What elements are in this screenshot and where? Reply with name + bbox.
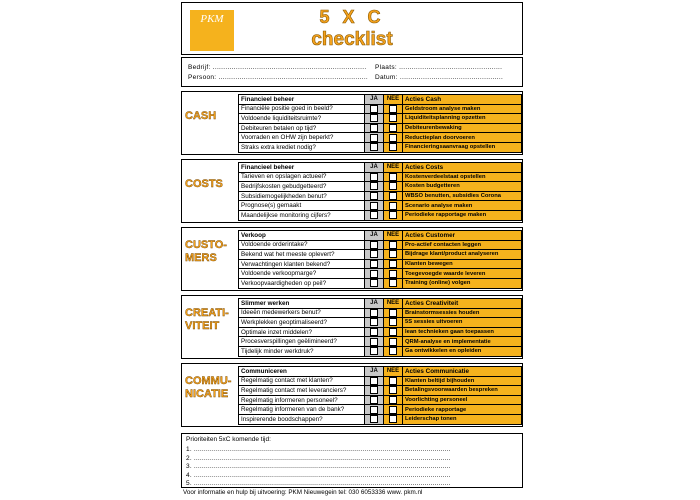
table-row [239,104,522,114]
plaats-field[interactable]: Plaats: ................................................. [375,64,503,71]
ja-checkbox[interactable] [370,406,378,414]
table-row [239,250,522,260]
action: Klanten beltijd bijhouden [403,376,522,386]
nee-checkbox[interactable] [389,347,397,355]
question: Financiële positie goed in beeld? [239,104,365,114]
table-row [239,201,522,211]
ja-column-header: JA [365,95,384,105]
table-row [239,172,522,182]
nee-cell [384,376,403,386]
ja-cell [365,104,384,114]
table-row [239,327,522,337]
ja-checkbox[interactable] [370,270,378,278]
nee-checkbox[interactable] [389,309,397,317]
ja-checkbox[interactable] [370,182,378,190]
table-row [239,114,522,124]
action: Toegevoegde waarde leveren [403,269,522,279]
nee-column-header: NEE [384,163,403,173]
priority-line-4[interactable]: 4. ................................................................................................................................ [186,471,451,479]
ja-checkbox[interactable] [370,318,378,326]
ja-cell [365,327,384,337]
section-heading: Financieel beheer [239,95,365,105]
nee-cell [384,327,403,337]
section-3 [181,295,523,359]
ja-checkbox[interactable] [370,173,378,181]
ja-column-header: JA [365,299,384,309]
nee-checkbox[interactable] [389,318,397,326]
ja-checkbox[interactable] [370,309,378,317]
table-row [239,278,522,288]
ja-cell [365,376,384,386]
nee-cell [384,414,403,424]
section-label-line: COSTS [185,178,223,190]
ja-cell [365,172,384,182]
question: Subsidiemogelijkheden benut? [239,191,365,201]
action: Klanten bewegen [403,259,522,269]
question: Maandelijkse monitoring cijfers? [239,210,365,220]
section-label-line: COMMU- [185,375,232,387]
action: Ga ontwikkelen en opleiden [403,346,522,356]
ja-checkbox[interactable] [370,386,378,394]
section-label-line: VITEIT [185,320,220,332]
ja-cell [365,201,384,211]
section-2 [181,227,523,291]
nee-checkbox[interactable] [389,406,397,414]
table-row [239,191,522,201]
table-row [239,123,522,133]
ja-cell [365,405,384,415]
title-line-1: 5 X C [319,7,385,27]
ja-cell [365,142,384,152]
question: Tarieven en opslagen actueel? [239,172,365,182]
actions-heading: Acties Communicatie [403,367,522,377]
question: Voldoende orderintake? [239,240,365,250]
action: Periodieke rapportage [403,405,522,415]
ja-checkbox[interactable] [370,114,378,122]
nee-checkbox[interactable] [389,143,397,151]
ja-checkbox[interactable] [370,328,378,336]
nee-checkbox[interactable] [389,279,397,287]
priorities-block [181,433,523,488]
action: Kostenverdeelstaat opstellen [403,172,522,182]
section-heading: Financieel beheer [239,163,365,173]
question: Inspirerende boodschappen? [239,414,365,424]
action: Bijdrage klant/product analyseren [403,250,522,260]
ja-cell [365,182,384,192]
section-label-line: CUSTO- [185,239,227,251]
action: Betalingsvoorwaarden bespreken [403,386,522,396]
checklist-table [238,298,522,357]
table-header-row [239,231,522,241]
nee-cell [384,210,403,220]
logo-text: PKM [200,13,224,25]
ja-checkbox[interactable] [370,202,378,210]
ja-checkbox[interactable] [370,260,378,268]
question: Bedrijfskosten gebudgetteerd? [239,182,365,192]
checklist-table [238,162,522,221]
table-row [239,346,522,356]
table-row [239,269,522,279]
section-label-line: NICATIE [185,388,229,400]
nee-checkbox[interactable] [389,124,397,132]
nee-cell [384,386,403,396]
table-header-row [239,95,522,105]
ja-column-header: JA [365,163,384,173]
table-header-row [239,299,522,309]
nee-cell [384,308,403,318]
table-row [239,376,522,386]
table-header-row [239,163,522,173]
actions-heading: Acties Costs [403,163,522,173]
nee-cell [384,269,403,279]
action: Financieringsaanvraag opstellen [403,142,522,152]
nee-cell [384,201,403,211]
nee-checkbox[interactable] [389,415,397,423]
actions-heading: Acties Customer [403,231,522,241]
nee-checkbox[interactable] [389,134,397,142]
nee-column-header: NEE [384,367,403,377]
action: Periodieke rapportage maken [403,210,522,220]
action: Voorlichting personeel [403,395,522,405]
ja-cell [365,386,384,396]
persoon-field[interactable]: Persoon: ....................................................................... [188,74,369,81]
table-row [239,405,522,415]
section-0 [181,91,523,155]
nee-cell [384,395,403,405]
table-row [239,133,522,143]
nee-cell [384,259,403,269]
actions-heading: Acties Creativiteit [403,299,522,309]
nee-cell [384,142,403,152]
priorities-title: Prioriteiten 5xC komende tijd: [186,436,271,443]
ja-checkbox[interactable] [370,396,378,404]
nee-column-header: NEE [384,231,403,241]
table-header-row [239,367,522,377]
table-row [239,337,522,347]
nee-checkbox[interactable] [389,270,397,278]
footer-contact: Voor informatie en hulp bij uitvoering: PKM Nieuwegein tel: 030 6053336 www. pkm.nl [183,489,423,496]
ja-cell [365,240,384,250]
question: Verwachtingen klanten bekend? [239,259,365,269]
action: Brainstormsessies houden [403,308,522,318]
question: Voldoende liquiditeitsruimte? [239,114,365,124]
nee-checkbox[interactable] [389,105,397,113]
section-label-line: MERS [185,252,217,264]
ja-checkbox[interactable] [370,279,378,287]
action: Pro-actief contacten leggen [403,240,522,250]
question: Prognose(s) gemaakt [239,201,365,211]
ja-checkbox[interactable] [370,338,378,346]
section-heading: Verkoop [239,231,365,241]
nee-checkbox[interactable] [389,211,397,219]
nee-cell [384,172,403,182]
ja-checkbox[interactable] [370,124,378,132]
section-label-line: CREATI- [185,307,229,319]
question: Bekend wat het meeste oplevert? [239,250,365,260]
action: 5S sessies uitvoeren [403,318,522,328]
nee-cell [384,278,403,288]
action: Scenario analyse maken [403,201,522,211]
action: Leiderschap tonen [403,414,522,424]
section-label [185,178,237,191]
nee-checkbox[interactable] [389,328,397,336]
nee-cell [384,182,403,192]
section-label [185,239,237,265]
nee-cell [384,191,403,201]
checklist-table [238,94,522,153]
ja-checkbox[interactable] [370,377,378,385]
question: Debiteuren betalen op tijd? [239,123,365,133]
table-row [239,318,522,328]
ja-cell [365,259,384,269]
nee-checkbox[interactable] [389,192,397,200]
pkm-logo [190,10,234,51]
section-label [185,110,237,123]
nee-cell [384,114,403,124]
table-row [239,414,522,424]
ja-cell [365,308,384,318]
section-1 [181,159,523,223]
table-row [239,240,522,250]
ja-cell [365,318,384,328]
ja-checkbox[interactable] [370,415,378,423]
ja-checkbox[interactable] [370,250,378,258]
nee-cell [384,346,403,356]
action: WBSO benutten, subsidies Corona [403,191,522,201]
table-row [239,308,522,318]
ja-column-header: JA [365,231,384,241]
nee-checkbox[interactable] [389,396,397,404]
action: Debiteurenbewaking [403,123,522,133]
ja-column-header: JA [365,367,384,377]
nee-checkbox[interactable] [389,202,397,210]
section-label [185,375,237,401]
section-heading: Slimmer werken [239,299,365,309]
priority-line-1[interactable]: 1. ................................................................................................................................ [186,446,451,453]
table-row [239,395,522,405]
question: Verkoopvaardigheden op peil? [239,278,365,288]
question: Regelmatig informeren personeel? [239,395,365,405]
ja-checkbox[interactable] [370,143,378,151]
nee-cell [384,337,403,347]
priority-line-2[interactable]: 2. ................................................................................................................................ [186,454,451,462]
question: Regelmatig contact met klanten? [239,376,365,386]
nee-cell [384,133,403,143]
nee-cell [384,250,403,260]
action: Kosten budgetteren [403,182,522,192]
datum-field[interactable]: Datum: ................................................. [375,74,504,81]
ja-checkbox[interactable] [370,241,378,249]
question: Optimale inzet middelen? [239,327,365,337]
ja-cell [365,210,384,220]
ja-cell [365,123,384,133]
table-row [239,259,522,269]
ja-cell [365,114,384,124]
question: Voorraden en OHW zijn beperkt? [239,133,365,143]
bedrijf-field[interactable]: Bedrijf: ......................................................................... [188,64,367,71]
ja-cell [365,414,384,424]
question: Procesverspillingen geëlimineerd? [239,337,365,347]
table-row [239,182,522,192]
ja-cell [365,278,384,288]
nee-column-header: NEE [384,299,403,309]
section-heading: Communiceren [239,367,365,377]
ja-cell [365,395,384,405]
ja-checkbox[interactable] [370,105,378,113]
action: Reductieplan doorvoeren [403,133,522,143]
question: Straks extra krediet nodig? [239,142,365,152]
checklist-table [238,366,522,425]
ja-cell [365,346,384,356]
title-line-2: checklist [311,29,393,50]
nee-cell [384,318,403,328]
action: Geldstroom analyse maken [403,104,522,114]
question: Voldoende verkoopmarge? [239,269,365,279]
question: Regelmatig informeren van de bank? [239,405,365,415]
ja-checkbox[interactable] [370,134,378,142]
priority-line-5[interactable]: 5. ................................................................................................................................ [186,480,451,487]
info-block [181,57,523,87]
question: Tijdelijk minder werkdruk? [239,346,365,356]
nee-checkbox[interactable] [389,386,397,394]
question: Ideeën medewerkers benut? [239,308,365,318]
nee-cell [384,104,403,114]
ja-cell [365,191,384,201]
nee-checkbox[interactable] [389,250,397,258]
nee-checkbox[interactable] [389,173,397,181]
ja-cell [365,269,384,279]
table-row [239,386,522,396]
section-4 [181,363,523,427]
nee-checkbox[interactable] [389,182,397,190]
action: QRM-analyse en implementatie [403,337,522,347]
ja-cell [365,250,384,260]
action: Liquiditeitsplanning opzetten [403,114,522,124]
header [181,2,523,55]
table-row [239,142,522,152]
nee-cell [384,123,403,133]
ja-checkbox[interactable] [370,211,378,219]
nee-checkbox[interactable] [389,377,397,385]
nee-checkbox[interactable] [389,114,397,122]
table-row [239,210,522,220]
nee-cell [384,405,403,415]
priority-line-3[interactable]: 3. ................................................................................................................................ [186,463,451,470]
ja-cell [365,133,384,143]
checklist-table [238,230,522,289]
ja-checkbox[interactable] [370,347,378,355]
ja-checkbox[interactable] [370,192,378,200]
section-label-line: CASH [185,110,217,122]
nee-checkbox[interactable] [389,338,397,346]
nee-column-header: NEE [384,95,403,105]
nee-cell [384,240,403,250]
ja-cell [365,337,384,347]
section-label [185,307,237,333]
actions-heading: Acties Cash [403,95,522,105]
nee-checkbox[interactable] [389,241,397,249]
question: Werkplekken geoptimaliseerd? [239,318,365,328]
question: Regelmatig contact met leveranciers? [239,386,365,396]
action: lean technieken gaan toepassen [403,327,522,337]
action: Training (online) volgen [403,278,522,288]
nee-checkbox[interactable] [389,260,397,268]
